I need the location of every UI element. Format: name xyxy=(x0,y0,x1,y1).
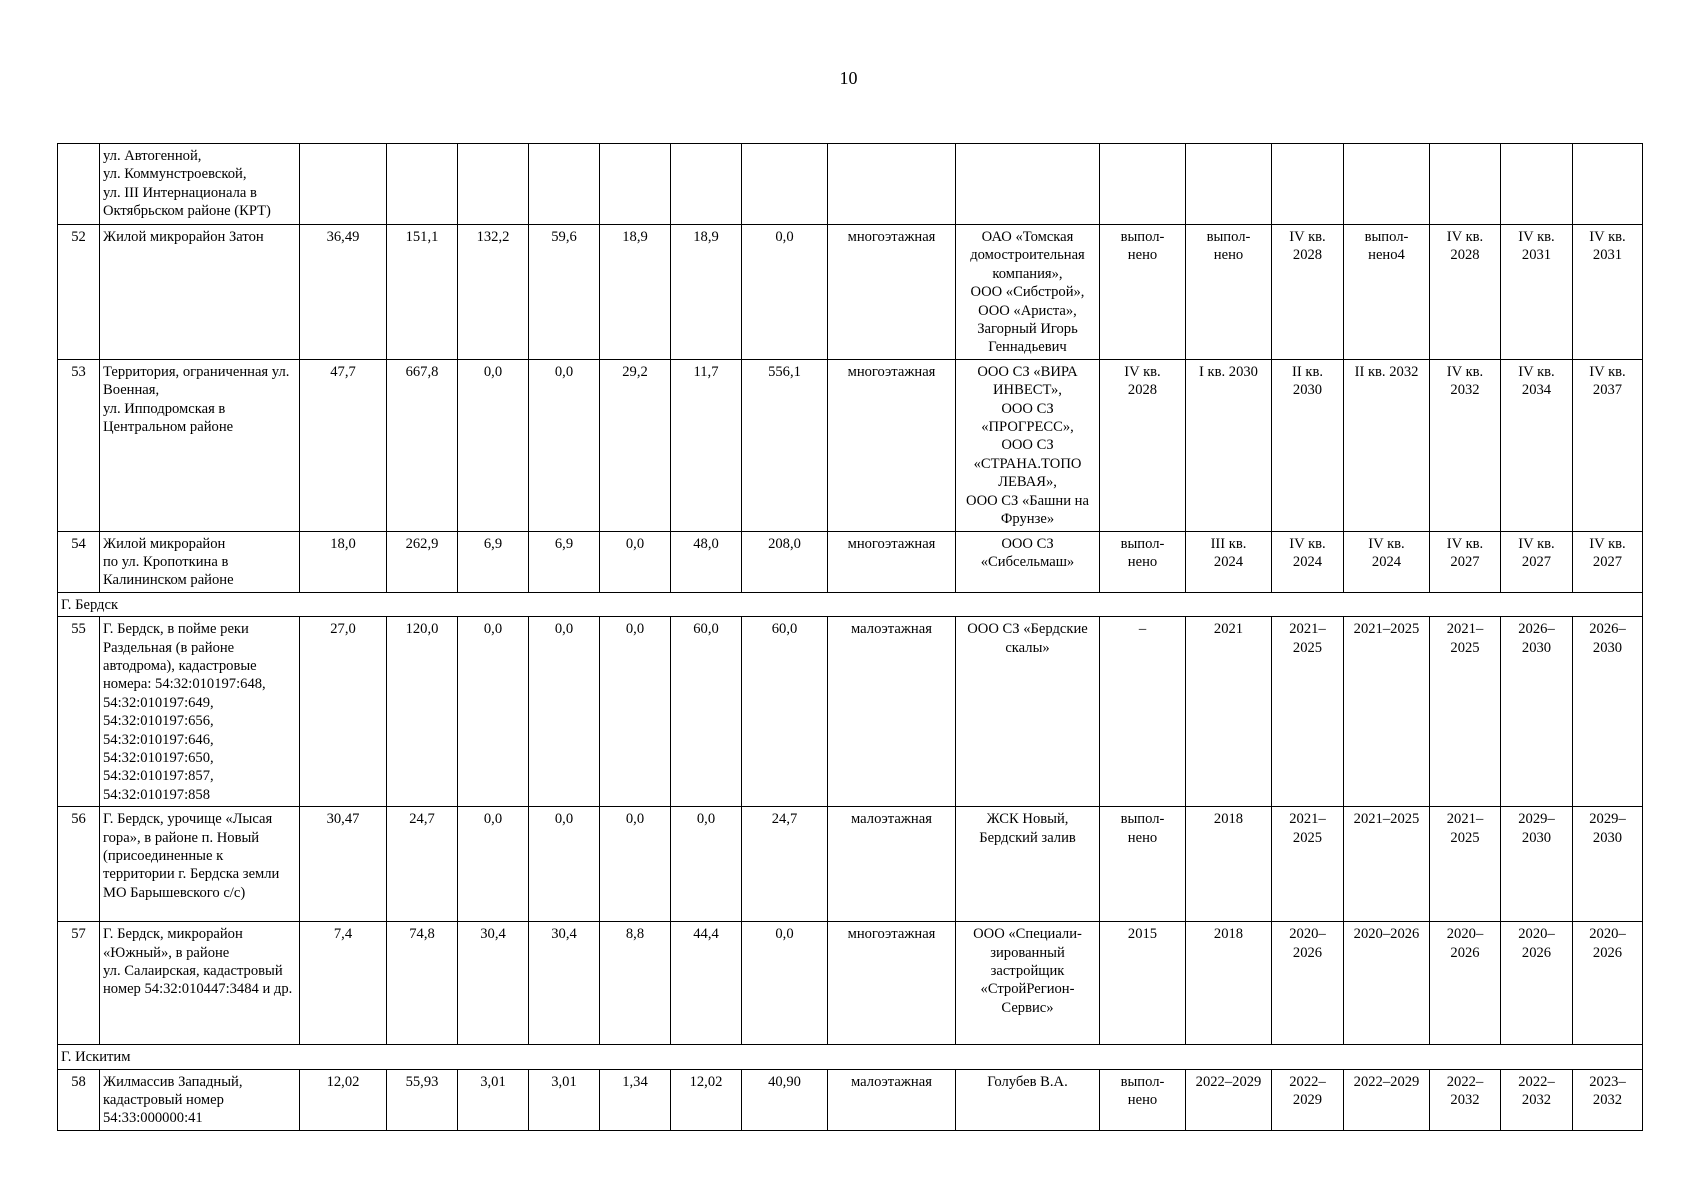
row-number xyxy=(58,144,100,225)
date-cell: 2015 xyxy=(1100,922,1186,1045)
table-row xyxy=(58,225,1643,360)
value-cell xyxy=(458,144,529,225)
date-cell: 2021–2025 xyxy=(1344,617,1430,807)
row-number: 52 xyxy=(58,225,100,360)
value-cell: 12,02 xyxy=(300,1069,387,1130)
date-cell: 2020– 2026 xyxy=(1272,922,1344,1045)
value-cell: 40,90 xyxy=(742,1069,828,1130)
value-cell: 0,0 xyxy=(458,359,529,531)
value-cell: 556,1 xyxy=(742,359,828,531)
value-cell: 0,0 xyxy=(671,807,742,922)
value-cell: 18,9 xyxy=(671,225,742,360)
value-cell: 18,0 xyxy=(300,531,387,592)
value-cell: 1,34 xyxy=(600,1069,671,1130)
value-cell: 0,0 xyxy=(458,807,529,922)
developer-cell: ООО СЗ «ВИРА ИНВЕСТ», ООО СЗ «ПРОГРЕСС», ООО СЗ «СТРАНА.ТОПО ЛЕВАЯ», ООО СЗ «Башни на Фрунзе» xyxy=(956,359,1100,531)
value-cell: 151,1 xyxy=(387,225,458,360)
date-cell: II кв. 2032 xyxy=(1344,359,1430,531)
value-cell: многоэтажная xyxy=(828,531,956,592)
region-label: Г. Искитим xyxy=(58,1045,1643,1069)
territory-name: ул. Автогенной, ул. Коммунстроевской, ул. III Интернационала в Октябрьском районе (КРТ) xyxy=(100,144,300,225)
value-cell: 44,4 xyxy=(671,922,742,1045)
developer-cell xyxy=(956,144,1100,225)
date-cell: IV кв. 2024 xyxy=(1272,531,1344,592)
table-row xyxy=(58,1069,1643,1130)
value-cell: 7,4 xyxy=(300,922,387,1045)
value-cell: 0,0 xyxy=(529,807,600,922)
date-cell: IV кв. 2037 xyxy=(1573,359,1643,531)
date-cell: I кв. 2030 xyxy=(1186,359,1272,531)
value-cell: 0,0 xyxy=(742,225,828,360)
date-cell: выпол- нено xyxy=(1100,225,1186,360)
date-cell: IV кв. 2028 xyxy=(1100,359,1186,531)
territory-name: Жилой микрорайон Затон xyxy=(100,225,300,360)
date-cell: 2020– 2026 xyxy=(1430,922,1501,1045)
date-cell xyxy=(1501,144,1573,225)
date-cell: IV кв. 2028 xyxy=(1430,225,1501,360)
row-number: 55 xyxy=(58,617,100,807)
date-cell: выпол- нено xyxy=(1100,807,1186,922)
date-cell: 2022– 2032 xyxy=(1430,1069,1501,1130)
value-cell: 11,7 xyxy=(671,359,742,531)
region-header-row xyxy=(58,1045,1643,1069)
value-cell: 0,0 xyxy=(458,617,529,807)
value-cell: 60,0 xyxy=(742,617,828,807)
date-cell: выпол- нено xyxy=(1186,225,1272,360)
value-cell: 0,0 xyxy=(600,617,671,807)
territory-name: Г. Бердск, в пойме реки Раздельная (в районе автодрома), кадастровые номера: 54:32:010197:648, 54:32:010197:649, 54:32:010197:656, 54:32:010197:646, 54:32:010197:650, 54:32:010197:857, 54:32:010197:858 xyxy=(100,617,300,807)
developer-cell: Голубев В.А. xyxy=(956,1069,1100,1130)
date-cell: 2021 xyxy=(1186,617,1272,807)
date-cell: IV кв. 2028 xyxy=(1272,225,1344,360)
date-cell: II кв. 2030 xyxy=(1272,359,1344,531)
value-cell: многоэтажная xyxy=(828,359,956,531)
value-cell: 132,2 xyxy=(458,225,529,360)
row-number: 58 xyxy=(58,1069,100,1130)
date-cell: 2022– 2032 xyxy=(1501,1069,1573,1130)
table-row xyxy=(58,531,1643,592)
value-cell xyxy=(600,144,671,225)
value-cell: многоэтажная xyxy=(828,922,956,1045)
value-cell xyxy=(387,144,458,225)
date-cell: 2020– 2026 xyxy=(1573,922,1643,1045)
developer-cell: ЖСК Новый, Бердский залив xyxy=(956,807,1100,922)
developer-cell: ООО «Специали- зированный застройщик «СтройРегион- Сервис» xyxy=(956,922,1100,1045)
date-cell: – xyxy=(1100,617,1186,807)
value-cell: 3,01 xyxy=(529,1069,600,1130)
value-cell: 0,0 xyxy=(600,807,671,922)
value-cell: 30,47 xyxy=(300,807,387,922)
row-number: 54 xyxy=(58,531,100,592)
value-cell: малоэтажная xyxy=(828,617,956,807)
value-cell xyxy=(671,144,742,225)
value-cell: 48,0 xyxy=(671,531,742,592)
date-cell: 2022–2029 xyxy=(1344,1069,1430,1130)
table-row xyxy=(58,359,1643,531)
value-cell: 262,9 xyxy=(387,531,458,592)
date-cell: 2020–2026 xyxy=(1344,922,1430,1045)
date-cell xyxy=(1100,144,1186,225)
date-cell: 2029– 2030 xyxy=(1501,807,1573,922)
value-cell: 12,02 xyxy=(671,1069,742,1130)
row-number: 56 xyxy=(58,807,100,922)
value-cell: 6,9 xyxy=(458,531,529,592)
value-cell: 74,8 xyxy=(387,922,458,1045)
value-cell: 0,0 xyxy=(529,617,600,807)
date-cell xyxy=(1573,144,1643,225)
developer-cell: ОАО «Томская домостроительная компания», ООО «Сибстрой», ООО «Ариста», Загорный Игорь Геннадьевич xyxy=(956,225,1100,360)
date-cell xyxy=(1344,144,1430,225)
developer-cell: ООО СЗ «Сибсельмаш» xyxy=(956,531,1100,592)
date-cell: 2021– 2025 xyxy=(1430,617,1501,807)
date-cell: 2021– 2025 xyxy=(1272,807,1344,922)
region-label: Г. Бердск xyxy=(58,592,1643,616)
date-cell: выпол- нено4 xyxy=(1344,225,1430,360)
value-cell: 0,0 xyxy=(600,531,671,592)
value-cell: 6,9 xyxy=(529,531,600,592)
date-cell: III кв. 2024 xyxy=(1186,531,1272,592)
row-number: 57 xyxy=(58,922,100,1045)
territory-name: Территория, ограниченная ул. Военная, ул. Ипподромская в Центральном районе xyxy=(100,359,300,531)
territory-name: Г. Бердск, микрорайон «Южный», в районе ул. Салаирская, кадастровый номер 54:32:010447:3484 и др. xyxy=(100,922,300,1045)
table-row xyxy=(58,144,1643,225)
date-cell: 2021– 2025 xyxy=(1430,807,1501,922)
date-cell: IV кв. 2024 xyxy=(1344,531,1430,592)
developer-cell: ООО СЗ «Бердские скалы» xyxy=(956,617,1100,807)
value-cell: 8,8 xyxy=(600,922,671,1045)
row-number: 53 xyxy=(58,359,100,531)
date-cell: IV кв. 2032 xyxy=(1430,359,1501,531)
date-cell: 2018 xyxy=(1186,807,1272,922)
date-cell: IV кв. 2027 xyxy=(1573,531,1643,592)
date-cell xyxy=(1272,144,1344,225)
value-cell: 0,0 xyxy=(529,359,600,531)
value-cell: 27,0 xyxy=(300,617,387,807)
territory-name: Жилмассив Западный, кадастровый номер 54:33:000000:41 xyxy=(100,1069,300,1130)
page-number: 10 xyxy=(839,68,858,88)
value-cell: 120,0 xyxy=(387,617,458,807)
date-cell: выпол- нено xyxy=(1100,531,1186,592)
value-cell: 29,2 xyxy=(600,359,671,531)
value-cell: 208,0 xyxy=(742,531,828,592)
data-table xyxy=(57,143,1643,1131)
date-cell: IV кв. 2031 xyxy=(1573,225,1643,360)
date-cell: IV кв. 2031 xyxy=(1501,225,1573,360)
table-row xyxy=(58,922,1643,1045)
value-cell: 3,01 xyxy=(458,1069,529,1130)
value-cell: малоэтажная xyxy=(828,1069,956,1130)
value-cell xyxy=(828,144,956,225)
date-cell: 2026– 2030 xyxy=(1573,617,1643,807)
value-cell xyxy=(529,144,600,225)
date-cell: 2022–2029 xyxy=(1186,1069,1272,1130)
date-cell: IV кв. 2034 xyxy=(1501,359,1573,531)
date-cell: 2023– 2032 xyxy=(1573,1069,1643,1130)
value-cell: 30,4 xyxy=(529,922,600,1045)
value-cell: многоэтажная xyxy=(828,225,956,360)
value-cell: 59,6 xyxy=(529,225,600,360)
value-cell: 47,7 xyxy=(300,359,387,531)
value-cell: 24,7 xyxy=(387,807,458,922)
value-cell: малоэтажная xyxy=(828,807,956,922)
date-cell: 2021–2025 xyxy=(1344,807,1430,922)
date-cell: выпол- нено xyxy=(1100,1069,1186,1130)
value-cell: 36,49 xyxy=(300,225,387,360)
territory-name: Г. Бердск, урочище «Лысая гора», в районе п. Новый (присоединенные к территории г. Бердска земли МО Барышевского с/с) xyxy=(100,807,300,922)
value-cell xyxy=(742,144,828,225)
date-cell: IV кв. 2027 xyxy=(1501,531,1573,592)
date-cell: 2022– 2029 xyxy=(1272,1069,1344,1130)
value-cell: 18,9 xyxy=(600,225,671,360)
territory-name: Жилой микрорайон по ул. Кропоткина в Калининском районе xyxy=(100,531,300,592)
date-cell: 2026– 2030 xyxy=(1501,617,1573,807)
value-cell xyxy=(300,144,387,225)
table-row xyxy=(58,807,1643,922)
date-cell: 2029– 2030 xyxy=(1573,807,1643,922)
value-cell: 667,8 xyxy=(387,359,458,531)
date-cell: 2020– 2026 xyxy=(1501,922,1573,1045)
value-cell: 30,4 xyxy=(458,922,529,1045)
date-cell: 2021– 2025 xyxy=(1272,617,1344,807)
date-cell: 2018 xyxy=(1186,922,1272,1045)
value-cell: 24,7 xyxy=(742,807,828,922)
date-cell xyxy=(1430,144,1501,225)
table-row xyxy=(58,617,1643,807)
value-cell: 55,93 xyxy=(387,1069,458,1130)
region-header-row xyxy=(58,592,1643,616)
date-cell xyxy=(1186,144,1272,225)
value-cell: 0,0 xyxy=(742,922,828,1045)
date-cell: IV кв. 2027 xyxy=(1430,531,1501,592)
value-cell: 60,0 xyxy=(671,617,742,807)
